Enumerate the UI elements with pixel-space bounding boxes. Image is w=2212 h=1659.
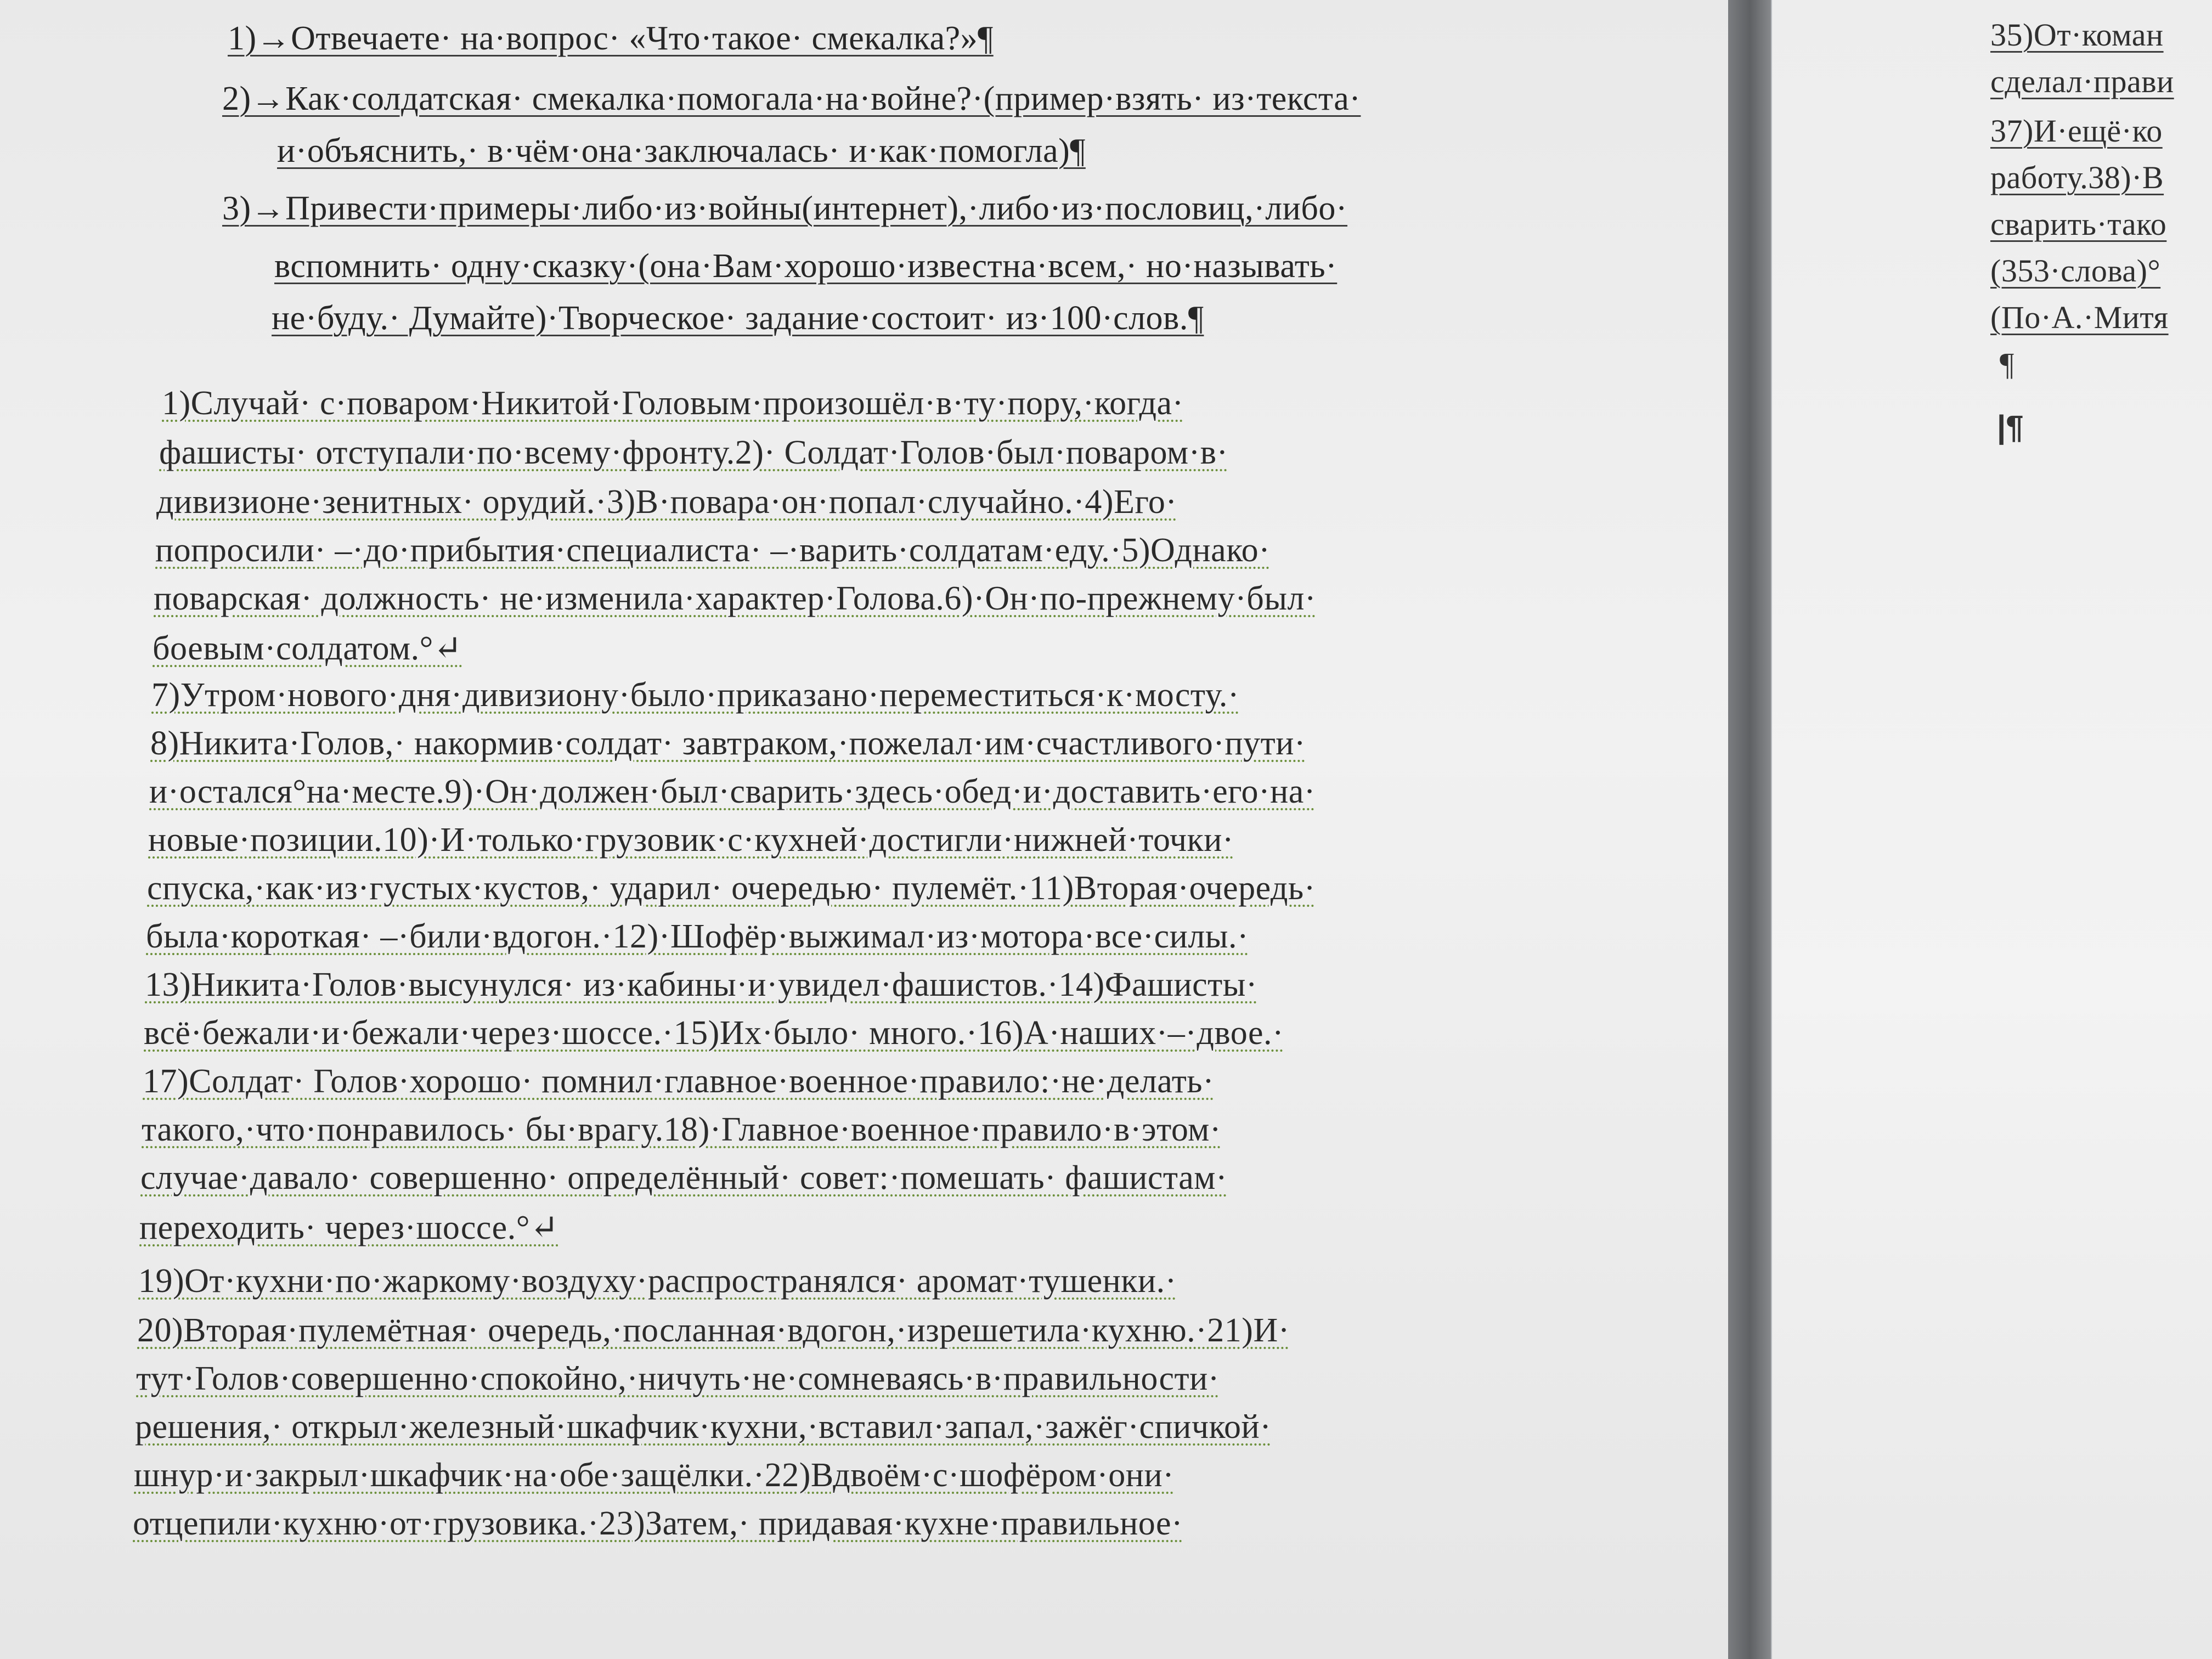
- text-line-7: 7)Утром·нового·дня·дивизиону·было·приказано·переместиться·к·мосту.·: [151, 676, 1240, 714]
- text-line-12: была·короткая· –·били·вдогон.·12)·Шофёр·выжимал·из·мотора·все·силы.·: [146, 918, 1249, 955]
- question-3-continued-2: не·буду.· Думайте)·Творческое· задание·состоит· из·100·слов.¶: [272, 300, 1204, 337]
- text-line-24: отцепили·кухню·от·грузовика.·23)Затем,· придавая·кухне·правильное·: [133, 1505, 1183, 1542]
- text-line-8: 8)Никита·Голов,· накормив·солдат· завтраком,·пожелал·им·счастливого·пути·: [150, 725, 1306, 762]
- text-line-14: всё·бежали·и·бежали·через·шоссе.·15)Их·было· много.·16)А·наших·–·двое.·: [144, 1014, 1284, 1052]
- document-page-right[interactable]: [1772, 0, 2212, 1659]
- text-cursor[interactable]: |¶: [1997, 409, 2024, 445]
- question-2: 2)→Как·солдатская· смекалка·помогала·на·войне?·(пример·взять· из·текста·: [222, 80, 1361, 117]
- right-line-6: (353·слова)°: [1990, 253, 2161, 289]
- question-3-continued-1: вспомнить· одну·сказку·(она·Вам·хорошо·известна·всем,· но·называть·: [274, 247, 1338, 285]
- right-line-1: 35)От·коман: [1990, 17, 2164, 53]
- question-3: 3)→Привести·примеры·либо·из·войны(интернет),·либо·из·пословиц,·либо·: [222, 190, 1348, 227]
- right-line-4: работу.38)·В: [1990, 160, 2164, 195]
- text-line-21: тут·Голов·совершенно·спокойно,·ничуть·не·сомневаясь·в·правильности·: [136, 1360, 1220, 1397]
- text-line-9: и·остался°на·месте.9)·Он·должен·был·сварить·здесь·обед·и·доставить·его·на·: [149, 773, 1316, 810]
- text-line-6: боевым·солдатом.°↵: [153, 630, 462, 667]
- text-line-10: новые·позиции.10)·И·только·грузовик·с·кухней·достигли·нижней·точки·: [148, 821, 1234, 859]
- right-line-5: сварить·тако: [1990, 206, 2167, 242]
- text-line-1: 1)Случай· с·поваром·Никитой·Головым·произошёл·в·ту·пору,·когда·: [162, 385, 1184, 422]
- text-line-18: переходить· через·шоссе.°↵: [139, 1209, 559, 1246]
- text-line-15: 17)Солдат· Голов·хорошо· помнил·главное·военное·правило:·не·делать·: [143, 1063, 1215, 1100]
- text-line-2: фашисты· отступали·по·всему·фронту.2)· Солдат·Голов·был·поваром·в·: [159, 434, 1228, 471]
- text-line-23: шнур·и·закрыл·шкафчик·на·обе·защёлки.·22)Вдвоём·с·шофёром·они·: [134, 1457, 1175, 1494]
- text-line-3: дивизионе·зенитных· орудий.·3)В·повара·он·попал·случайно.·4)Его·: [156, 483, 1177, 521]
- text-line-4: попросили· –·до·прибытия·специалиста· –·варить·солдатам·еду.·5)Однако·: [155, 532, 1271, 569]
- right-line-7: (По·А.·Митя: [1990, 300, 2169, 335]
- text-line-19: 19)От·кухни·по·жаркому·воздуху·распространялся· аромат·тушенки.·: [138, 1262, 1177, 1300]
- text-line-22: решения,· открыл·железный·шкафчик·кухни,·вставил·запал,·зажёг·спичкой·: [135, 1408, 1272, 1446]
- text-line-16: такого,·что·понравилось· бы·врагу.18)·Главное·военное·правило·в·этом·: [142, 1111, 1222, 1148]
- right-line-2: сделал·прави: [1990, 64, 2174, 99]
- text-line-11: спуска,·как·из·густых·кустов,· ударил· очередью· пулемёт.·11)Вторая·очередь·: [147, 870, 1316, 907]
- page-gutter-divider: [1728, 0, 1772, 1659]
- question-2-continued: и·объяснить,· в·чём·она·заключалась· и·как·помогла)¶: [277, 132, 1086, 170]
- paragraph-mark: ¶: [2000, 346, 2015, 382]
- right-line-3: 37)И·ещё·ко: [1990, 113, 2163, 149]
- question-1: 1)→Отвечаете· на·вопрос· «Что·такое· смекалка?»¶: [228, 20, 994, 57]
- text-line-13: 13)Никита·Голов·высунулся· из·кабины·и·увидел·фашистов.·14)Фашисты·: [145, 966, 1258, 1003]
- text-line-5: поварская· должность· не·изменила·характер·Голова.6)·Он·по-прежнему·был·: [154, 580, 1317, 617]
- text-line-17: случае·давало· совершенно· определённый· совет:·помешать· фашистам·: [140, 1159, 1228, 1197]
- text-line-20: 20)Вторая·пулемётная· очередь,·посланная·вдогон,·изрешетила·кухню.·21)И·: [137, 1312, 1290, 1349]
